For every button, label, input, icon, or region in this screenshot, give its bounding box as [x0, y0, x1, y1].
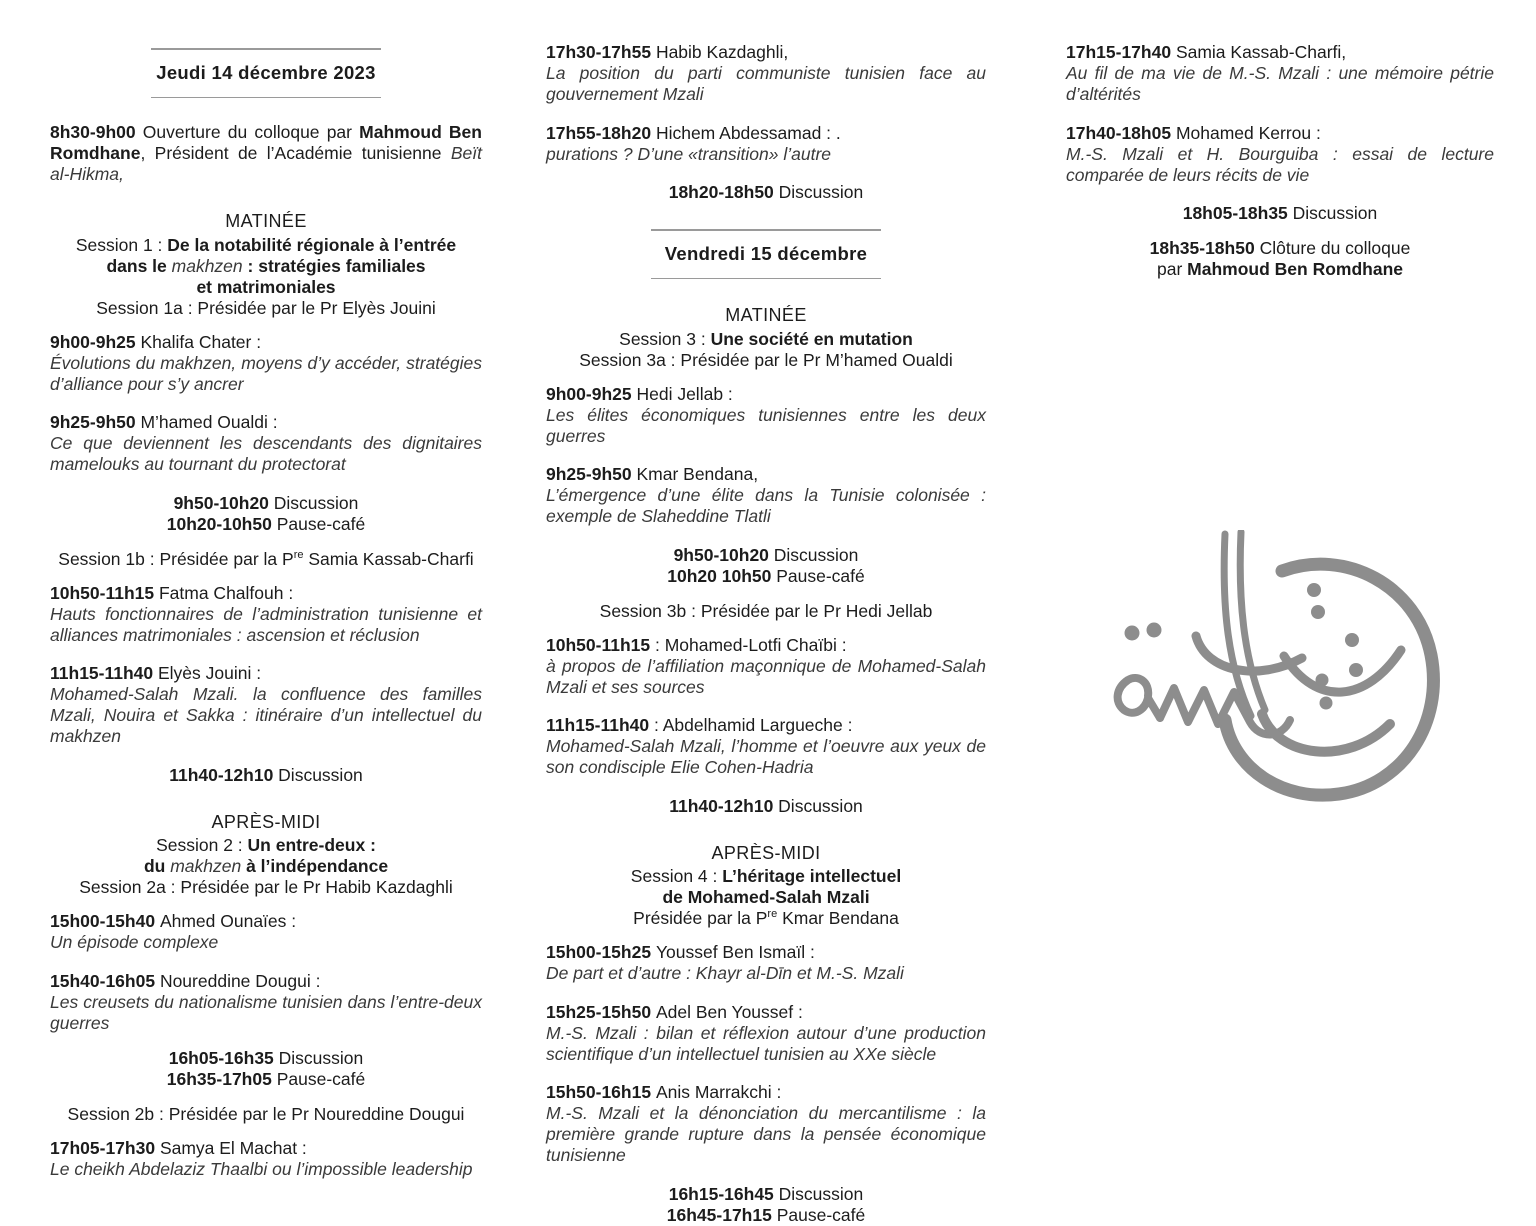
- text-run: Hedi Jellab :: [636, 383, 733, 404]
- text-run: Session 2a : Présidée par le Pr Habib Kazdaghli: [79, 877, 453, 898]
- text-run: Session 3 :: [619, 328, 711, 349]
- centered-line: [546, 1205, 986, 1226]
- time-or-name-text: 9h00-9h25: [50, 331, 141, 352]
- centered-line: [1066, 259, 1494, 280]
- text-run: Samia Kassab-Charfi: [303, 548, 474, 569]
- centered-line: [50, 765, 482, 786]
- calligraphy-stroke: [1240, 532, 1265, 710]
- time-or-name-text: 16h15-16h45: [668, 1183, 779, 1204]
- time-or-name-text: Une société en mutation: [710, 328, 913, 349]
- time-or-name-text: dans le: [106, 255, 172, 276]
- time-or-name-text: : stratégies familiales: [242, 255, 426, 276]
- centered-lines: [546, 545, 986, 587]
- talk-title-text: Les creusets du nationalisme tunisien dans l’entre-deux guerres: [50, 991, 482, 1033]
- time-or-name-text: 15h40-16h05: [50, 970, 160, 991]
- text-run: : Abdelhamid Largueche :: [649, 715, 853, 736]
- schedule-entry: [546, 715, 986, 778]
- text-run: Discussion: [278, 764, 363, 785]
- schedule-entry: [50, 332, 482, 395]
- text-run: Kmar Bendana: [777, 908, 899, 929]
- talk-title-text: Hauts fonctionnaires de l’administration tunisienne et alliances matrimoniales : ascension et réclusion: [50, 603, 482, 645]
- schedule-entry: [50, 412, 482, 475]
- time-or-name-text: de Mohamed-Salah Mzali: [662, 887, 870, 908]
- talk-title-text: Le cheikh Abdelaziz Thaalbi ou l’impossible leadership: [50, 1158, 473, 1179]
- divider-rule: [151, 97, 381, 99]
- time-or-name-text: 15h00-15h40: [50, 911, 160, 932]
- schedule-entry: [546, 942, 986, 984]
- text-run: Pause-café: [276, 1068, 366, 1089]
- schedule-entry: [546, 464, 986, 527]
- centered-lines: [1066, 203, 1494, 224]
- time-or-name-text: Un entre-deux :: [247, 835, 376, 856]
- day-title: Jeudi 14 décembre 2023: [156, 61, 376, 83]
- text-run: Mohamed Kerrou :: [1175, 122, 1321, 143]
- time-or-name-text: 15h50-16h15: [546, 1082, 656, 1103]
- text-run: Discussion: [778, 795, 863, 816]
- talk-title-text: Beït al-Hikma,: [50, 143, 482, 185]
- centered-line: [546, 866, 986, 887]
- text-run: Clôture du colloque: [1259, 238, 1411, 258]
- talk-title-text: La position du parti communiste tunisien face au gouvernement Mzali: [546, 63, 986, 104]
- schedule-entry: [50, 583, 482, 646]
- text-run: Ouverture du colloque par: [142, 122, 360, 143]
- time-or-name-text: 17h15-17h40: [1066, 42, 1176, 62]
- schedule-entry: [50, 122, 482, 185]
- centered-line: [50, 298, 482, 319]
- centered-lines: [50, 765, 482, 786]
- time-or-name-text: 15h00-15h25: [546, 942, 656, 963]
- time-or-name-text: 8h30-9h00: [50, 122, 143, 143]
- schedule-entry: [546, 635, 986, 698]
- text-run: Session 1a : Présidée par le Pr Elyès Jouini: [96, 297, 436, 318]
- schedule-entry: [1066, 42, 1494, 105]
- centered-lines: [50, 549, 482, 570]
- column-3: [1066, 42, 1494, 804]
- talk-title-text: Mohamed-Salah Mzali, l’homme et l’oeuvre aux yeux de son condisciple Elie Cohen-Hadria: [546, 736, 986, 778]
- time-or-name-text: 15h25-15h50: [546, 1001, 656, 1022]
- day-header: [50, 48, 482, 98]
- time-or-name-text: L’héritage intellectuel: [722, 866, 902, 887]
- time-or-name-text: 11h15-11h40: [50, 663, 158, 684]
- text-run: Discussion: [1292, 203, 1378, 223]
- centered-line: [50, 835, 482, 856]
- centered-line: [546, 545, 986, 566]
- talk-title-text: Au fil de ma vie de M.-S. Mzali : une mémoire pétrie d’altérités: [1066, 63, 1494, 104]
- centered-lines: [546, 329, 986, 371]
- text-run: Session 1b : Présidée par la P: [58, 548, 294, 569]
- centered-line: [546, 796, 986, 817]
- schedule-entry: [50, 663, 482, 747]
- talk-title-text: Les élites économiques tunisiennes entre les deux guerres: [546, 404, 986, 446]
- time-or-name-text: Mahmoud Ben Romdhane: [50, 122, 482, 164]
- time-or-name-text: 17h40-18h05: [1066, 122, 1176, 143]
- text-run: Session 3b : Présidée par le Pr Hedi Jellab: [599, 600, 933, 621]
- section-heading: APRÈS-MIDI: [711, 842, 821, 863]
- centered-line: [50, 549, 482, 570]
- centered-lines: [546, 796, 986, 817]
- time-or-name-text: 17h30-17h55: [546, 42, 656, 62]
- text-run: Noureddine Dougui :: [159, 970, 321, 991]
- centered-lines: [546, 866, 986, 929]
- talk-title-text: makhzen: [170, 856, 242, 877]
- text-run: Ahmed Ounaïes :: [159, 911, 297, 932]
- schedule-entry: [1066, 123, 1494, 186]
- time-or-name-text: 18h20-18h50: [668, 182, 779, 202]
- time-or-name-text: 18h05-18h35: [1182, 203, 1293, 223]
- time-or-name-text: 16h05-16h35: [168, 1047, 279, 1068]
- time-or-name-text: 16h35-17h05: [166, 1068, 277, 1089]
- text-run: Session 2 :: [156, 835, 248, 856]
- text-run: , Président de l’Académie tunisienne: [140, 143, 451, 164]
- calligraphy-stroke: [1118, 678, 1160, 718]
- text-run: Pause-café: [776, 1204, 866, 1225]
- centered-line: [546, 566, 986, 587]
- centered-line: [546, 350, 986, 371]
- time-or-name-text: De la notabilité régionale à l’entrée: [167, 234, 457, 255]
- centered-line: [50, 277, 482, 298]
- centered-line: [50, 235, 482, 256]
- calligraphy-dot: [1125, 626, 1140, 641]
- schedule-entry: [546, 42, 986, 105]
- talk-title-text: M.-S. Mzali et H. Bourguiba : essai de lecture comparée de leurs récits de vie: [1066, 143, 1494, 185]
- time-or-name-text: 18h35-18h50: [1149, 238, 1260, 258]
- text-run: Discussion: [773, 544, 859, 565]
- time-or-name-text: 16h45-17h15: [666, 1204, 777, 1225]
- calligraphy-dot: [1345, 633, 1359, 647]
- talk-title-text: makhzen: [171, 255, 243, 276]
- calligraphy-dot: [1307, 583, 1321, 597]
- text-run: : Mohamed-Lotfi Chaïbi :: [650, 634, 847, 655]
- time-or-name-text: Mahmoud Ben Romdhane: [1187, 259, 1403, 279]
- time-or-name-text: 11h40-12h10: [169, 764, 279, 785]
- talk-title-text: M.-S. Mzali et la dénonciation du mercantilisme : la première grande rupture dans la pensée économique tunisienne: [546, 1103, 986, 1166]
- schedule-entry: [546, 1082, 986, 1166]
- beit-al-hikma-arabic-calligraphy-logo: [1112, 530, 1444, 804]
- centered-lines: [1066, 238, 1494, 280]
- text-run: Session 3a : Présidée par le Pr M’hamed Oualdi: [579, 349, 953, 370]
- text-run: Khalifa Chater :: [140, 331, 262, 352]
- centered-line: [1066, 203, 1494, 224]
- text-run: Adel Ben Youssef :: [655, 1001, 803, 1022]
- talk-title-text: Un épisode complexe: [50, 932, 219, 953]
- talk-title-text: à propos de l’affiliation maçonnique de Mohamed-Salah Mzali et ses sources: [546, 655, 986, 697]
- text-run: Pause-café: [276, 513, 366, 534]
- text-run: Samya El Machat :: [159, 1137, 307, 1158]
- time-or-name-text: 9h25-9h50: [50, 412, 141, 433]
- centered-lines: [50, 1048, 482, 1090]
- text-run: re: [293, 548, 304, 561]
- centered-line: [50, 877, 482, 898]
- time-or-name-text: à l’indépendance: [241, 856, 389, 877]
- talk-title-text: Évolutions du makhzen, moyens d’y accéder, stratégies d’alliance pour s’y ancrer: [50, 352, 482, 394]
- schedule-entry: [50, 971, 482, 1034]
- day-title: Vendredi 15 décembre: [664, 242, 868, 264]
- text-run: Samia Kassab-Charfi,: [1175, 42, 1347, 62]
- section-heading: MATINÉE: [225, 211, 307, 232]
- time-or-name-text: 11h40-12h10: [669, 795, 779, 816]
- centered-line: [546, 887, 986, 908]
- column-2: [546, 42, 986, 1226]
- time-or-name-text: 10h50-11h15: [546, 634, 651, 655]
- calligraphy-dot: [1316, 674, 1329, 687]
- text-run: Discussion: [778, 182, 864, 202]
- text-run: Hichem Abdessamad : .: [655, 122, 841, 143]
- text-run: Fatma Chalfouh :: [158, 582, 294, 603]
- time-or-name-text: 10h20-10h50: [166, 513, 277, 534]
- schedule-entry: [546, 123, 986, 165]
- calligraphy-dot: [1349, 663, 1363, 677]
- time-or-name-text: 9h50-10h20: [173, 492, 274, 513]
- centered-line: [546, 601, 986, 622]
- text-run: Session 4 :: [630, 866, 723, 887]
- talk-title-text: purations ? D’une «transition» l’autre: [546, 143, 832, 164]
- centered-lines: [546, 182, 986, 203]
- centered-line: [50, 1048, 482, 1069]
- centered-lines: [546, 601, 986, 622]
- centered-line: [546, 182, 986, 203]
- centered-lines: [50, 1104, 482, 1125]
- text-run: Habib Kazdaghli,: [655, 42, 789, 62]
- text-run: re: [767, 908, 778, 921]
- talk-title-text: Ce que deviennent les descendants des dignitaires mamelouks au tournant du protectorat: [50, 433, 482, 475]
- talk-title-text: De part et d’autre : Khayr al-Dīn et M.-S. Mzali: [546, 963, 904, 984]
- text-run: Session 2b : Présidée par le Pr Noureddine Dougui: [67, 1103, 465, 1124]
- time-or-name-text: et matrimoniales: [196, 276, 336, 297]
- text-run: Kmar Bendana,: [636, 464, 759, 485]
- schedule-entry: [546, 384, 986, 447]
- centered-line: [50, 1104, 482, 1125]
- calligraphy-dot: [1311, 605, 1325, 619]
- text-run: Session 1 :: [75, 234, 168, 255]
- text-run: Elyès Jouini :: [158, 663, 262, 684]
- talk-title-text: L’émergence d’une élite dans la Tunisie colonisée : exemple de Slaheddine Tlatli: [546, 485, 986, 527]
- centered-line: [50, 256, 482, 277]
- text-run: Pause-café: [776, 565, 865, 586]
- text-run: Anis Marrakchi :: [655, 1082, 782, 1103]
- schedule-entry: [50, 911, 482, 953]
- time-or-name-text: 9h25-9h50: [546, 464, 637, 485]
- centered-line: [546, 329, 986, 350]
- text-run: M’hamed Oualdi :: [140, 412, 278, 433]
- text-run: Discussion: [778, 1183, 864, 1204]
- centered-line: [546, 1184, 986, 1205]
- text-run: Discussion: [278, 1047, 364, 1068]
- centered-lines: [546, 1184, 986, 1226]
- time-or-name-text: 17h05-17h30: [50, 1137, 160, 1158]
- calligraphy-stroke: [1262, 714, 1390, 752]
- text-run: Discussion: [273, 492, 359, 513]
- centered-line: [546, 908, 986, 929]
- time-or-name-text: 9h00-9h25: [546, 383, 637, 404]
- column-1: [50, 48, 482, 1197]
- centered-line: [50, 856, 482, 877]
- time-or-name-text: 9h50-10h20: [673, 544, 774, 565]
- calligraphy-dot: [1320, 697, 1333, 710]
- calligraphy-dot: [1147, 623, 1162, 638]
- schedule-entry: [50, 1138, 482, 1180]
- centered-line: [50, 514, 482, 535]
- talk-title-text: M.-S. Mzali : bilan et réflexion autour d’une production scientifique d’un intellectuel tunisien au XXe siècle: [546, 1022, 986, 1064]
- centered-lines: [50, 835, 482, 898]
- section-heading: APRÈS-MIDI: [211, 811, 321, 832]
- time-or-name-text: 11h15-11h40: [546, 715, 650, 736]
- schedule-entry: [546, 1002, 986, 1065]
- time-or-name-text: 10h50-11h15: [50, 582, 159, 603]
- time-or-name-text: du: [143, 856, 171, 877]
- day-header: [546, 229, 986, 279]
- divider-rule: [651, 278, 881, 280]
- centered-line: [1066, 238, 1494, 259]
- time-or-name-text: 10h20 10h50: [667, 565, 777, 586]
- centered-lines: [50, 493, 482, 535]
- centered-line: [50, 493, 482, 514]
- text-run: Youssef Ben Ismaïl :: [655, 942, 815, 963]
- text-run: Présidée par la P: [633, 908, 768, 929]
- centered-lines: [50, 235, 482, 319]
- text-run: par: [1157, 259, 1188, 279]
- section-heading: MATINÉE: [725, 305, 807, 326]
- time-or-name-text: 17h55-18h20: [546, 122, 656, 143]
- talk-title-text: Mohamed-Salah Mzali. la confluence des familles Mzali, Nouira et Sakka : itinéraire d’un intellectuel du makhzen: [50, 684, 482, 747]
